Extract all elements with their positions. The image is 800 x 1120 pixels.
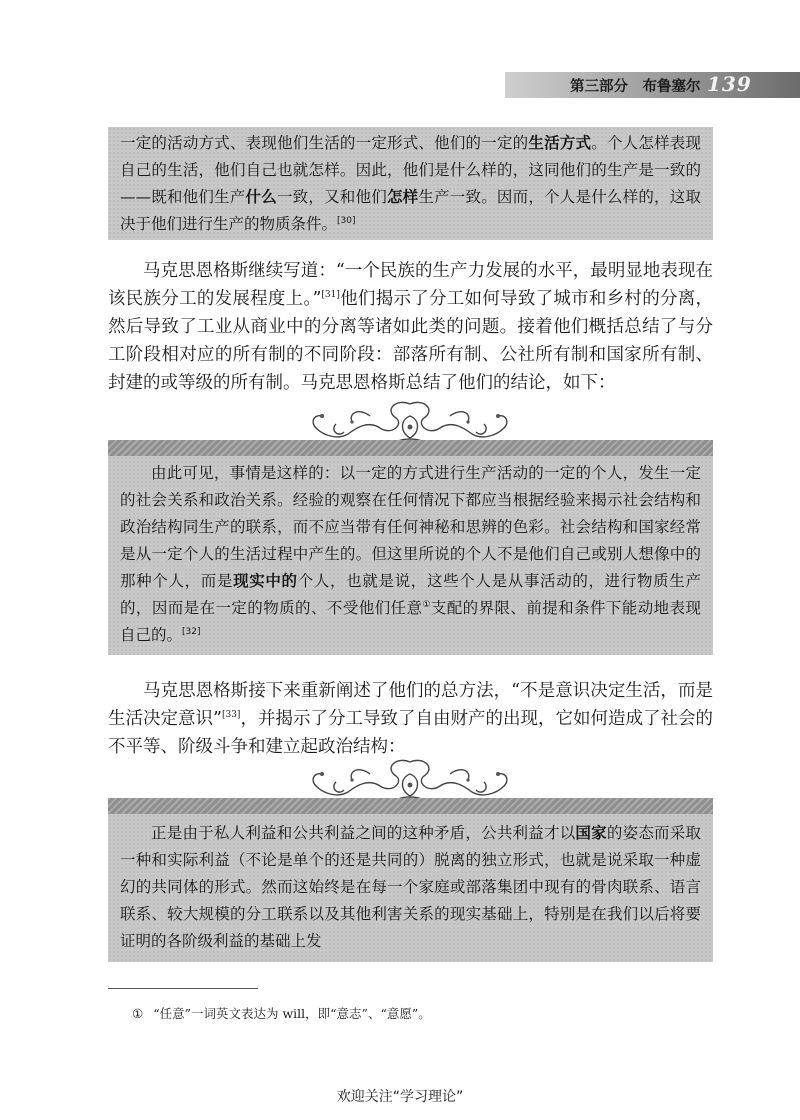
quote-1-text bbox=[120, 130, 701, 238]
footnote-text: “任意”一词英文表达为 will，即“意志”、“意愿”。 bbox=[153, 1006, 431, 1021]
citation-ref: [33] bbox=[221, 710, 241, 721]
footnote-marker: ① bbox=[422, 599, 431, 610]
body-1-run: 马克思恩格斯继续写道：“一个民族的生产力发展的水平，最明显地表现在该民族分工的发展程度上。” bbox=[108, 261, 713, 309]
quote-1-bold: 什么 bbox=[245, 188, 277, 206]
body-2-run: ，并揭示了分工导致了自由财产的出现，它如何造成了社会的不平等、阶级斗争和建立起政治结构： bbox=[108, 709, 714, 757]
quote-3-run: 的姿态而采取一种和实际利益（不论是单个的还是共同的）脱离的独立形式，也就是说采取一种虚幻的共同体的形式。然而这始终是在每一个家庭或部落集团中现有的骨肉联系、语言联系、较大规模的分工联系以及其他利害关系的现实基础上，特别是在我们以后将要证明的各阶级利益的基础上发 bbox=[120, 824, 701, 950]
scroll-ornament-icon bbox=[300, 756, 520, 804]
block-quote-1 bbox=[108, 127, 713, 240]
footnote bbox=[132, 1004, 431, 1022]
quote-1-bold: 生活方式 bbox=[528, 134, 592, 152]
header-section-title: 第三部分 布鲁塞尔 bbox=[570, 79, 701, 95]
block-quote-3 bbox=[108, 798, 713, 962]
bottom-caption: 欢迎关注“学习理论” bbox=[336, 1089, 464, 1105]
citation-ref: [32] bbox=[182, 626, 201, 637]
quote-3-text bbox=[120, 820, 701, 955]
quote-1-bold: 怎样 bbox=[386, 188, 419, 206]
scroll-ornament-icon bbox=[300, 398, 520, 446]
body-paragraph-1 bbox=[108, 257, 713, 397]
citation-ref: [30] bbox=[337, 215, 356, 226]
quote-1-run: 一定的活动方式、表现他们生活的一定形式、他们的一定的 bbox=[120, 134, 529, 152]
quote-1-run: 生产一致。因而，个人是什么样的，这取决于他们进行生产的物质条件。 bbox=[120, 188, 701, 233]
body-1-run: 他们揭示了分工如何导致了城市和乡村的分离，然后导致了工业从商业中的分离等诸如此类的问题。接着他们概括总结了与分工阶段相对应的所有制的不同阶段：部落所有制、公社所有制和国家所有制、封建的或等级的所有制。马克思恩格斯总结了他们的结论，如下： bbox=[108, 289, 713, 393]
quote-2-run: 支配的界限、前提和条件下能动地表现自己的。 bbox=[120, 599, 701, 644]
body-2-run: 马克思恩格斯接下来重新阐述了他们的总方法，“不是意识决定生活，而是生活决定意识” bbox=[108, 681, 713, 729]
quote-2-run: 个人，也就是说，这些个人是从事活动的，进行物质生产的，因而是在一定的物质的、不受他们任意 bbox=[120, 572, 701, 617]
quote-2-run: 由此可见，事情是这样的：以一定的方式进行生产活动的一定的个人，发生一定的社会关系和政治关系。经验的观察在任何情况下都应当根据经验来揭示社会结构和政治结构同生产的联系，而不应当带有任何神秘和思辨的色彩。社会结构和国家经常是从一定个人的生活过程中产生的。但这里所说的个人不是他们自己或别人想像中的那种个人，而是 bbox=[120, 464, 701, 590]
body-paragraph-2 bbox=[108, 677, 713, 761]
block-quote-2 bbox=[108, 440, 713, 655]
citation-ref: [31] bbox=[321, 290, 340, 301]
footnote-divider bbox=[108, 988, 258, 989]
page-number: 139 bbox=[707, 72, 752, 96]
quote-2-text bbox=[120, 460, 701, 649]
quote-3-bold: 国家 bbox=[575, 824, 607, 842]
quote-1-run: 。个人怎样表现自己的生活，他们自己也就怎样。因此，他们是什么样的，这同他们的生产是一致的——既和他们生产 bbox=[120, 134, 701, 206]
quote-2-bold: 现实中的 bbox=[233, 572, 298, 590]
running-header bbox=[505, 72, 800, 98]
footnote-mark: ① bbox=[132, 1006, 144, 1021]
quote-1-run: 一致，又和他们 bbox=[276, 188, 387, 206]
quote-3-run: 正是由于私人利益和公共利益之间的这种矛盾，公共利益才以 bbox=[151, 824, 576, 842]
